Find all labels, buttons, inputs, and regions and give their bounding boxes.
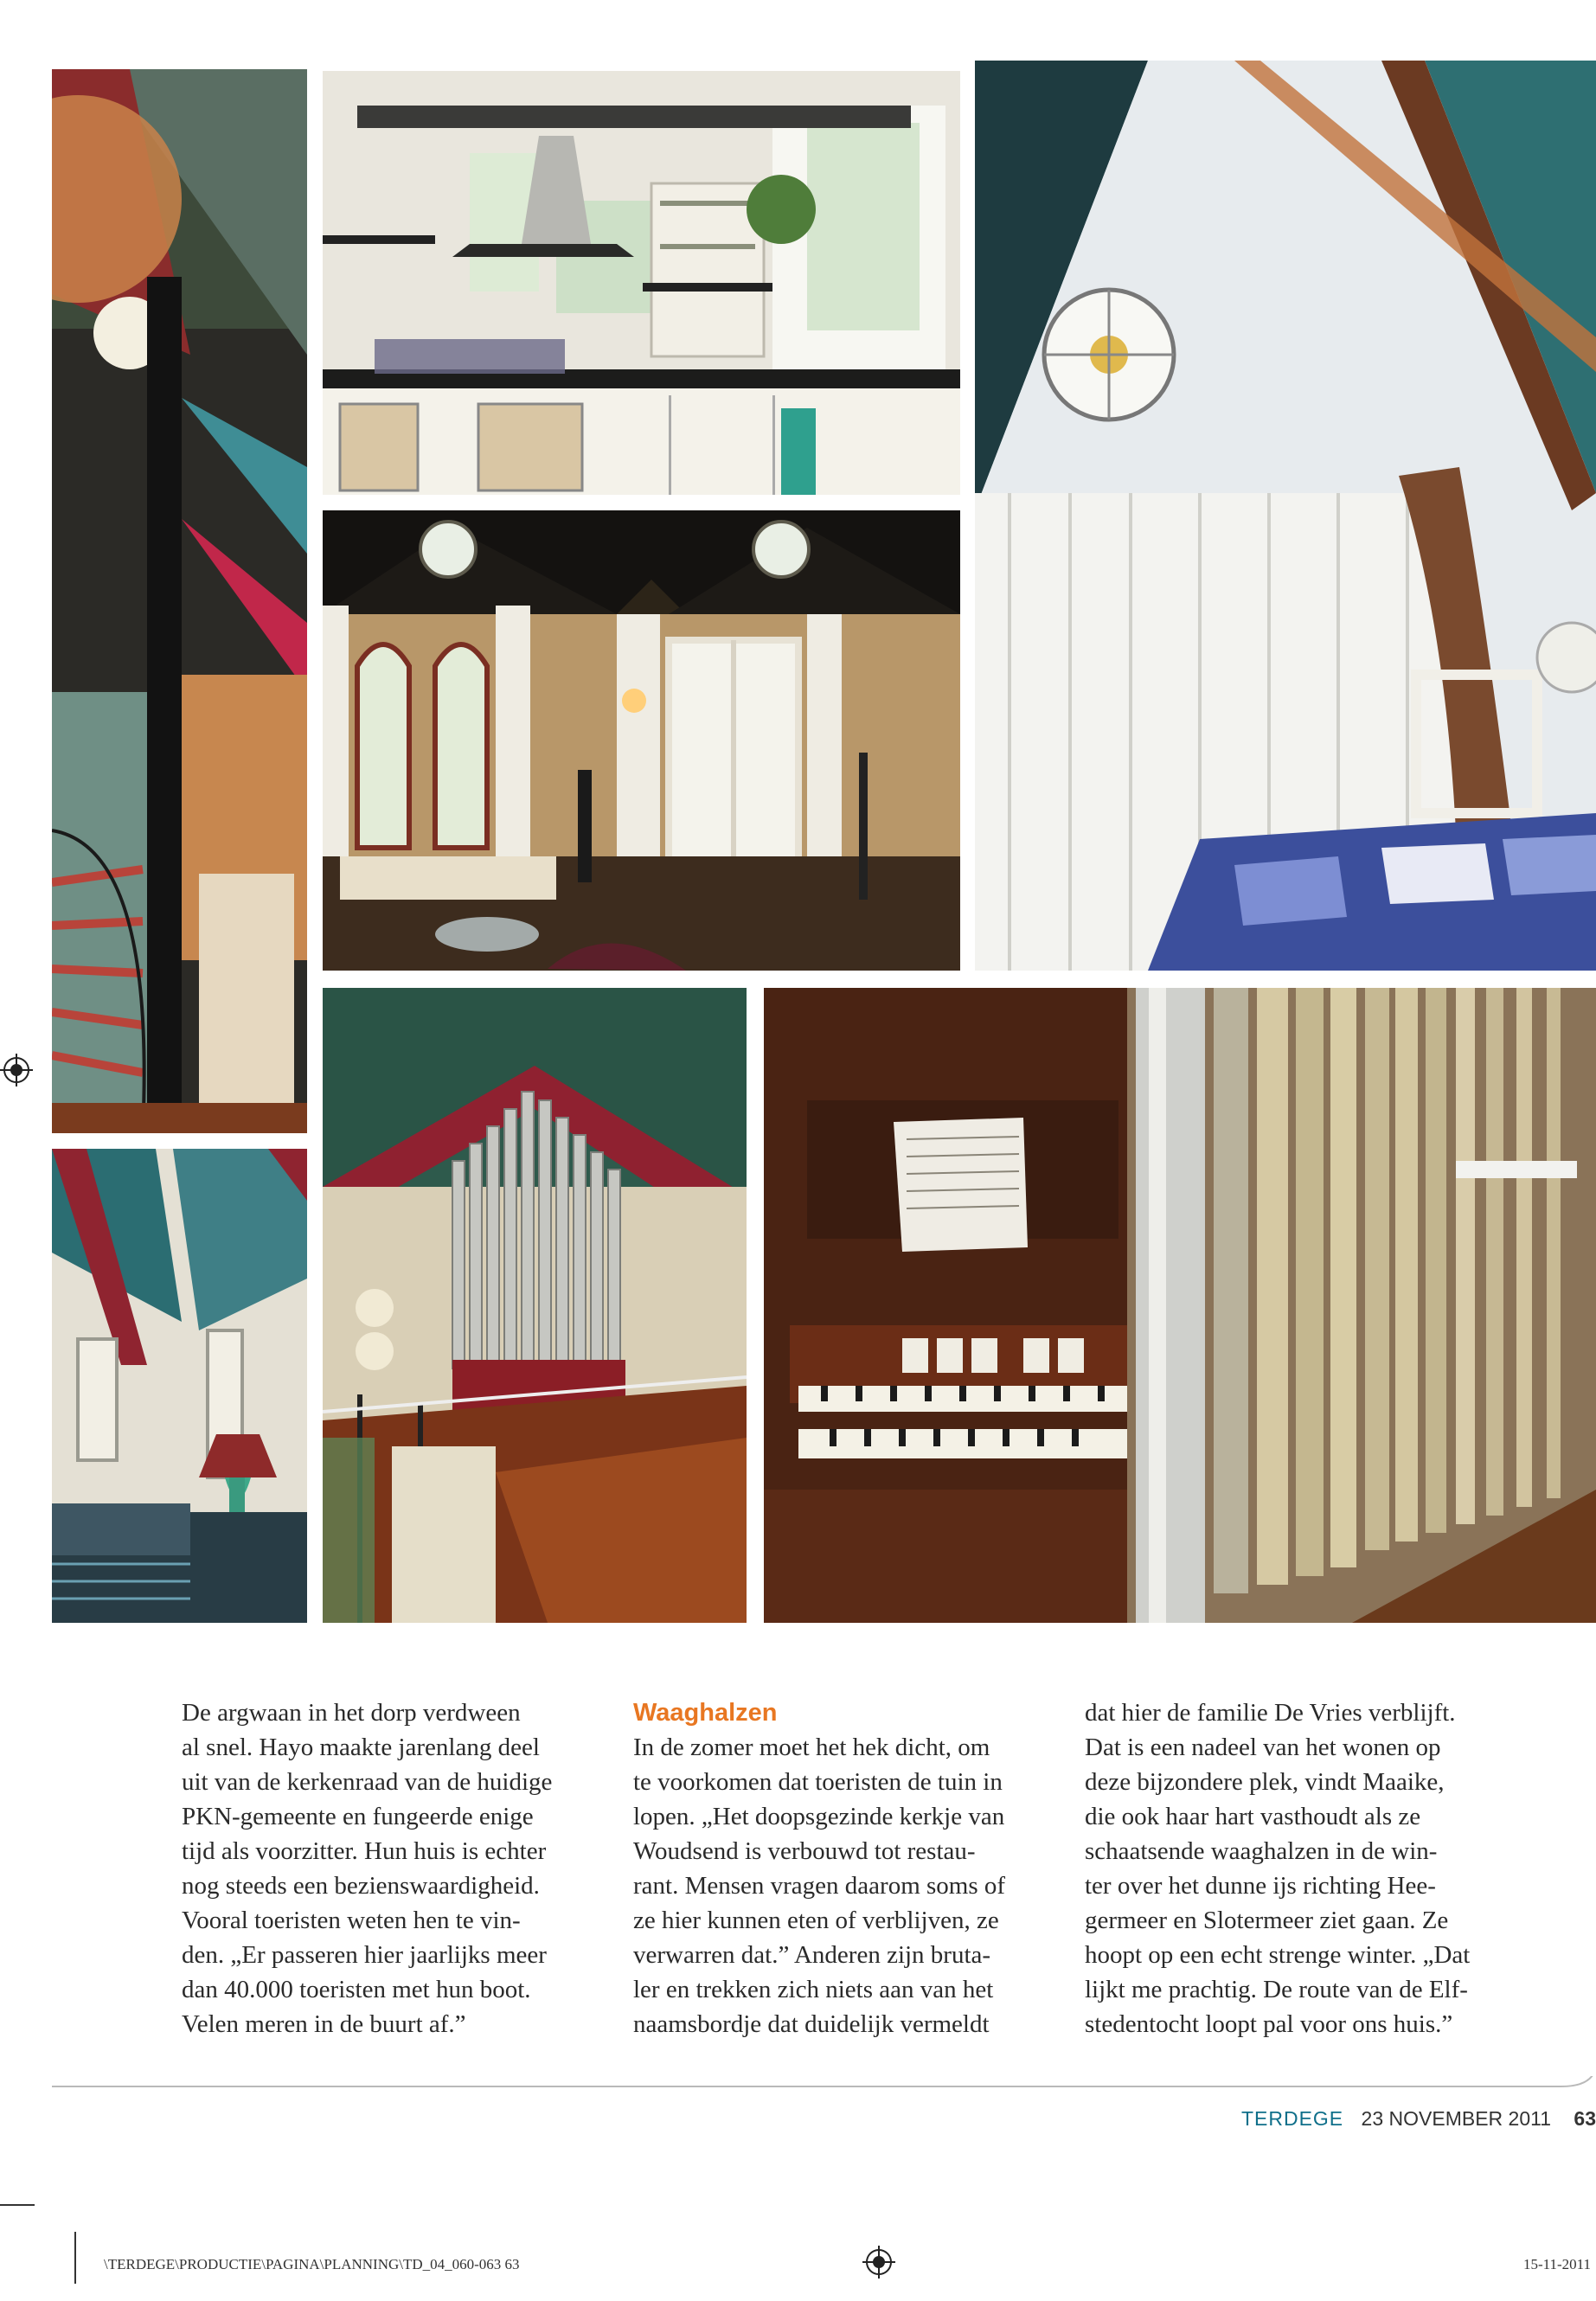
text-line: Vooral toeristen weten hen te vin- [182, 1907, 521, 1934]
text-line: stedentocht loopt pal voor ons huis.” [1085, 2010, 1453, 2038]
text-line: dat hier de familie De Vries verblijft. [1085, 1699, 1456, 1727]
text-line: rant. Mensen vragen daarom soms of [633, 1872, 1006, 1900]
registration-mark-icon [866, 2249, 892, 2275]
article-column-2 [633, 1695, 1057, 2041]
text-line: nog steeds een bezienswaardigheid. [182, 1872, 540, 1900]
text-line: die ook haar hart vasthoudt als ze [1085, 1803, 1421, 1830]
photo-organ-gallery [323, 988, 747, 1623]
section-heading: Waaghalzen [633, 1699, 778, 1727]
text-line: lijkt me prachtig. De route van de Elf- [1085, 1976, 1468, 2003]
text-line: ze hier kunnen eten of verblijven, ze [633, 1907, 999, 1934]
print-slug-date: 15-11-2011 [1522, 2256, 1591, 2272]
text-line: den. „Er passeren hier jaarlijks meer [182, 1941, 547, 1969]
text-line: ter over het dunne ijs richting Hee- [1085, 1872, 1436, 1900]
article-column-1 [182, 1695, 606, 2041]
text-line: schaatsende waaghalzen in de win- [1085, 1837, 1438, 1865]
text-line: verwarren dat.” Anderen zijn bruta- [633, 1941, 991, 1969]
text-line: Woudsend is verbouwd tot restau- [633, 1837, 976, 1865]
crop-mark [74, 2232, 76, 2284]
column-3-text [1085, 1695, 1509, 2041]
text-line: deze bijzondere plek, vindt Maaike, [1085, 1768, 1445, 1796]
photo-living-room [323, 510, 960, 971]
photo-spiral-staircase [52, 69, 307, 1133]
print-slug-path: \TERDEGE\PRODUCTIE\PAGINA\PLANNING\TD_04_060-063 63 [104, 2256, 520, 2272]
magazine-name: TERDEGE [1240, 2107, 1344, 2130]
column-1-text [182, 1695, 606, 2041]
text-line: hoopt op een echt strenge winter. „Dat [1085, 1941, 1471, 1969]
text-line: Dat is een nadeel van het wonen op [1085, 1734, 1441, 1761]
text-line: germeer en Slotermeer ziet gaan. Ze [1085, 1907, 1449, 1934]
page-footer [1241, 2107, 1596, 2137]
footer-rule [52, 2076, 1596, 2102]
issue-date: 23 NOVEMBER 2011 [1361, 2107, 1552, 2130]
text-line: De argwaan in het dorp verdween [182, 1699, 521, 1727]
text-line: dan 40.000 toeristen met hun boot. [182, 1976, 531, 2003]
text-line: ler en trekken zich niets aan van het [633, 1976, 994, 2003]
article-column-3 [1085, 1695, 1509, 2041]
page-number: 63 [1574, 2107, 1596, 2130]
text-line: PKN-gemeente en fungeerde enige [182, 1803, 534, 1830]
text-line: al snel. Hayo maakte jarenlang deel [182, 1734, 540, 1761]
text-line: te voorkomen dat toeristen de tuin in [633, 1768, 1003, 1796]
text-line: Velen meren in de buurt af.” [182, 2010, 466, 2038]
text-line: uit van de kerkenraad van de huidige [182, 1768, 553, 1796]
text-line: tijd als voorzitter. Hun huis is echter [182, 1837, 547, 1865]
column-2-text [633, 1730, 1057, 2041]
registration-mark-icon [3, 1057, 29, 1083]
text-line: In de zomer moet het hek dicht, om [633, 1734, 990, 1761]
photo-organ-console [764, 988, 1596, 1623]
crop-mark [0, 2204, 35, 2206]
photo-kitchen [323, 71, 960, 495]
text-line: naamsbordje dat duidelijk vermeldt [633, 2010, 990, 2038]
text-line: lopen. „Het doopsgezinde kerkje van [633, 1803, 1005, 1830]
photo-bedroom [975, 61, 1596, 971]
photo-lamp-room [52, 1149, 307, 1623]
